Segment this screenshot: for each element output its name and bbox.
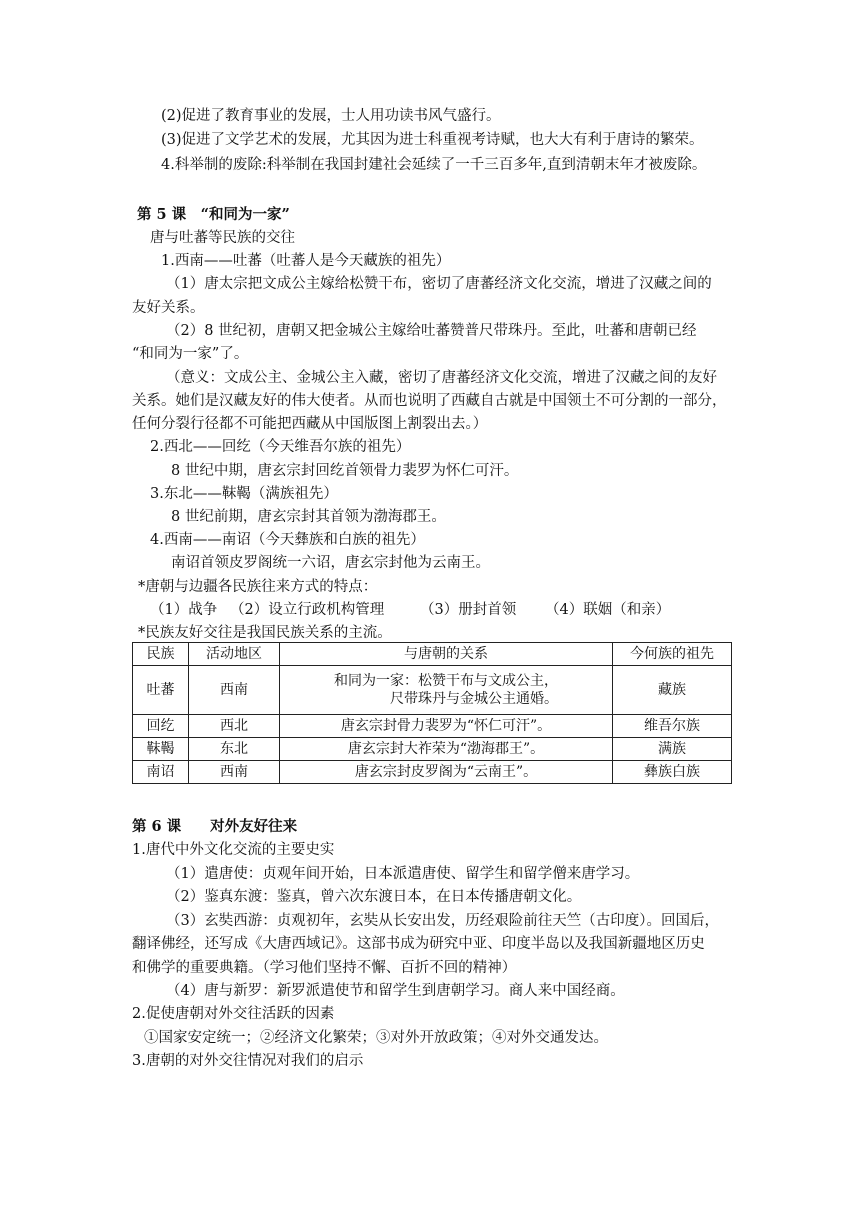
lesson-title: 第 6 课 对外友好往来 [132, 818, 298, 835]
relation-line: 和同为一家：松赞干布与文成公主， [334, 673, 558, 689]
section-heading: 2.西北——回纥（今天维吾尔族的祖先） [150, 439, 411, 455]
text-line: （1）唐太宗把文成公主嫁给松赞干布，密切了唐蕃经济文化交流，增进了汉藏之间的 [166, 276, 712, 292]
table-header-row [133, 643, 732, 666]
table-cell: 维吾尔族 [613, 715, 732, 738]
table-cell: 西南 [189, 761, 280, 784]
table-cell: 彝族白族 [613, 761, 732, 784]
text-line: “和同为一家”了。 [132, 346, 249, 362]
table-cell: 东北 [189, 738, 280, 761]
relations-table [132, 642, 732, 784]
text-line: 4.科举制的废除:科举制在我国封建社会延续了一千三百多年,直到清朝末年才被废除。 [161, 157, 707, 173]
text-line: 翻译佛经，还写成《大唐西域记》。这部书成为研究中亚、印度半岛以及我国新疆地区历史 [132, 936, 705, 952]
lesson-title: 第 5 课 “和同为一家” [137, 206, 290, 223]
way-item: （1）战争 [150, 602, 218, 618]
text-line: 南诏首领皮罗阁统一六诏，唐玄宗封他为云南王。 [171, 555, 490, 571]
table-header: 民族 [133, 643, 189, 666]
text-line: 友好关系。 [132, 300, 205, 316]
table-row [133, 715, 732, 738]
table-row [133, 761, 732, 784]
text-line: 8 世纪中期，唐玄宗封回纥首领骨力裴罗为怀仁可汗。 [171, 463, 519, 479]
table-header: 与唐朝的关系 [280, 643, 613, 666]
text-line: (2)促进了教育事业的发展，士人用功读书风气盛行。 [161, 108, 501, 124]
table-cell: 满族 [613, 738, 732, 761]
table-cell [280, 666, 613, 715]
text-line: 关系。她们是汉藏友好的伟大使者。从而也说明了西藏自古就是中国领土不可分割的一部分， [132, 393, 727, 409]
way-item: （4）联姻（和亲） [545, 602, 671, 618]
section-heading: 2.促使唐朝对外交往活跃的因素 [132, 1006, 335, 1022]
text-line: (3)促进了文学艺术的发展，尤其因为进士科重视考诗赋，也大大有利于唐诗的繁荣。 [161, 132, 704, 148]
table-cell: 唐玄宗封皮罗阁为“云南王”。 [280, 761, 613, 784]
text-line: ①国家安定统一；②经济文化繁荣；③对外开放政策；④对外交通发达。 [144, 1030, 608, 1046]
table-row [133, 666, 732, 715]
text-line: 8 世纪前期，唐玄宗封其首领为渤海郡王。 [171, 509, 446, 525]
section-heading: 3.唐朝的对外交往情况对我们的启示 [132, 1053, 364, 1069]
table-header: 活动地区 [189, 643, 280, 666]
text-line: （4）唐与新罗：新罗派遣使节和留学生到唐朝学习。商人来中国经商。 [166, 983, 625, 999]
table-cell: 藏族 [613, 666, 732, 715]
table-cell: 靺鞨 [133, 738, 189, 761]
section-heading: 1.西南——吐蕃（吐蕃人是今天藏族的祖先） [161, 253, 451, 269]
text-line: （3）玄奘西游：贞观初年，玄奘从长安出发，历经艰险前往天竺（古印度）。回国后， [166, 913, 719, 929]
text-line: 和佛学的重要典籍。（学习他们坚持不懈、百折不回的精神） [132, 960, 517, 976]
table-row [133, 738, 732, 761]
note-line: *唐朝与边疆各民族往来方式的特点： [138, 579, 378, 595]
table-cell: 回纥 [133, 715, 189, 738]
section-subtitle: 唐与吐蕃等民族的交往 [150, 230, 295, 246]
text-line: （意义：文成公主、金城公主入藏，密切了唐蕃经济文化交流，增进了汉藏之间的友好 [166, 370, 717, 386]
table-cell: 吐蕃 [133, 666, 189, 715]
table-cell: 西北 [189, 715, 280, 738]
table-cell: 唐玄宗封骨力裴罗为“怀仁可汗”。 [280, 715, 613, 738]
section-heading: 4.西南——南诏（今天彝族和白族的祖先） [150, 532, 425, 548]
text-line: （1）遣唐使：贞观年间开始，日本派遣唐使、留学生和留学僧来唐学习。 [166, 866, 640, 882]
section-heading: 1.唐代中外文化交流的主要史实 [132, 842, 335, 858]
table-header: 今何族的祖先 [613, 643, 732, 666]
relation-line: 尺带珠丹与金城公主通婚。 [390, 691, 558, 707]
table-cell: 西南 [189, 666, 280, 715]
text-line: 任何分裂行径都不可能把西藏从中国版图上割裂出去。） [132, 416, 488, 432]
text-line: （2）鉴真东渡：鉴真，曾六次东渡日本，在日本传播唐朝文化。 [166, 889, 582, 905]
note-line: *民族友好交往是我国民族关系的主流。 [138, 625, 392, 641]
section-heading: 3.东北——靺鞨（满族祖先） [150, 486, 338, 502]
text-line: （2）8 世纪初，唐朝又把金城公主嫁给吐蕃赞普尺带珠丹。至此，吐蕃和唐朝已经 [166, 323, 697, 339]
table-cell: 南诏 [133, 761, 189, 784]
way-item: （2）设立行政机构管理 [230, 602, 385, 618]
way-item: （3）册封首领 [420, 602, 517, 618]
table-cell: 唐玄宗封大祚荣为“渤海郡王”。 [280, 738, 613, 761]
